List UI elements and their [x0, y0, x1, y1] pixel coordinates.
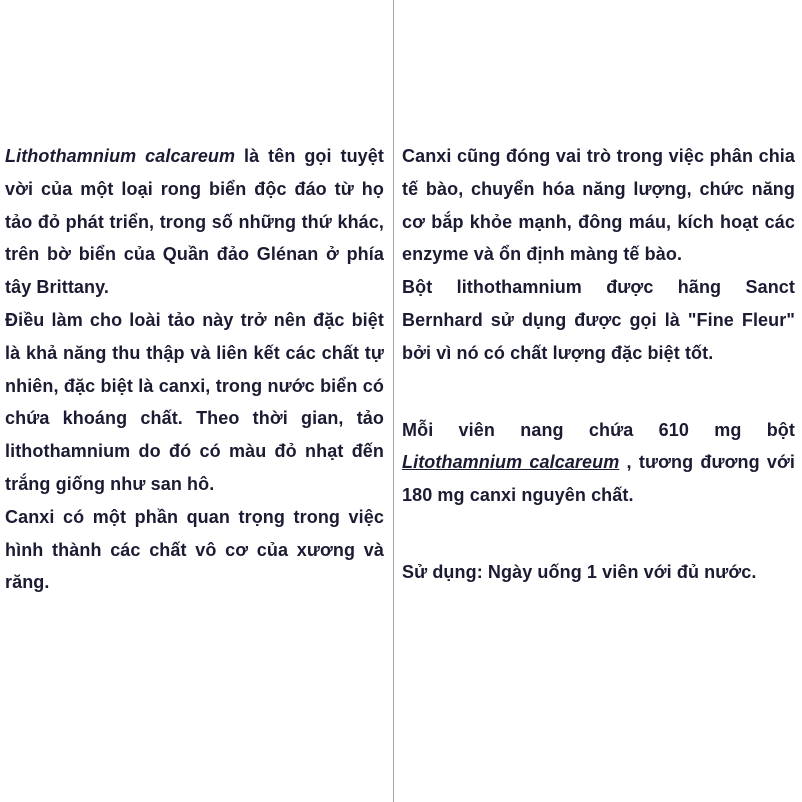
text-segment: , tương đương với 180 mg canxi nguyên chất. — [402, 452, 796, 506]
left-column — [0, 0, 393, 802]
right-column — [394, 0, 802, 802]
text-segment: Điều làm cho loài tảo này trở nên đặc biệt là khả năng thu thập và liên kết các chất tự nhiên, đặc biệt là canxi, trong nước biển có chứa khoáng chất. Theo thời gian, tảo lithothamnium do đó có màu đỏ nhạt đến trắng giống như san hô. — [5, 309, 384, 494]
paragraph — [5, 501, 384, 599]
paragraph — [5, 304, 384, 501]
paragraph — [402, 271, 795, 369]
text-segment: Canxi có một phần quan trọng trong việc hình thành các chất vô cơ của xương và răng. — [5, 506, 384, 593]
text-segment: Lithothamnium calcareum — [5, 146, 236, 166]
paragraph — [402, 414, 795, 512]
paragraph — [402, 370, 795, 414]
paragraph — [402, 140, 795, 271]
paragraph — [402, 556, 795, 589]
text-segment: là tên gọi tuyệt vời của một loại rong biển độc đáo từ họ tảo đỏ phát triển, trong số những thứ khác, trên bờ biển của Quần đảo Glénan ở phía tây Brittany. — [5, 146, 385, 298]
paragraph — [402, 512, 795, 556]
text-segment: Bột lithothamnium được hãng Sanct Bernhard sử dụng được gọi là "Fine Fleur" bởi vì nó có chất lượng đặc biệt tốt. — [402, 277, 795, 363]
text-segment: Canxi cũng đóng vai trò trong việc phân chia tế bào, chuyển hóa năng lượng, chức năng cơ bắp khỏe mạnh, đông máu, kích hoạt các enzyme và ổn định màng tế bào. — [402, 146, 795, 265]
text-segment: Litothamnium calcareum — [402, 452, 620, 473]
paragraph — [5, 140, 384, 304]
text-segment: Sử dụng: Ngày uống 1 viên với đủ nước. — [402, 561, 757, 582]
text-segment: Mỗi viên nang chứa 610 mg bột — [402, 419, 795, 440]
